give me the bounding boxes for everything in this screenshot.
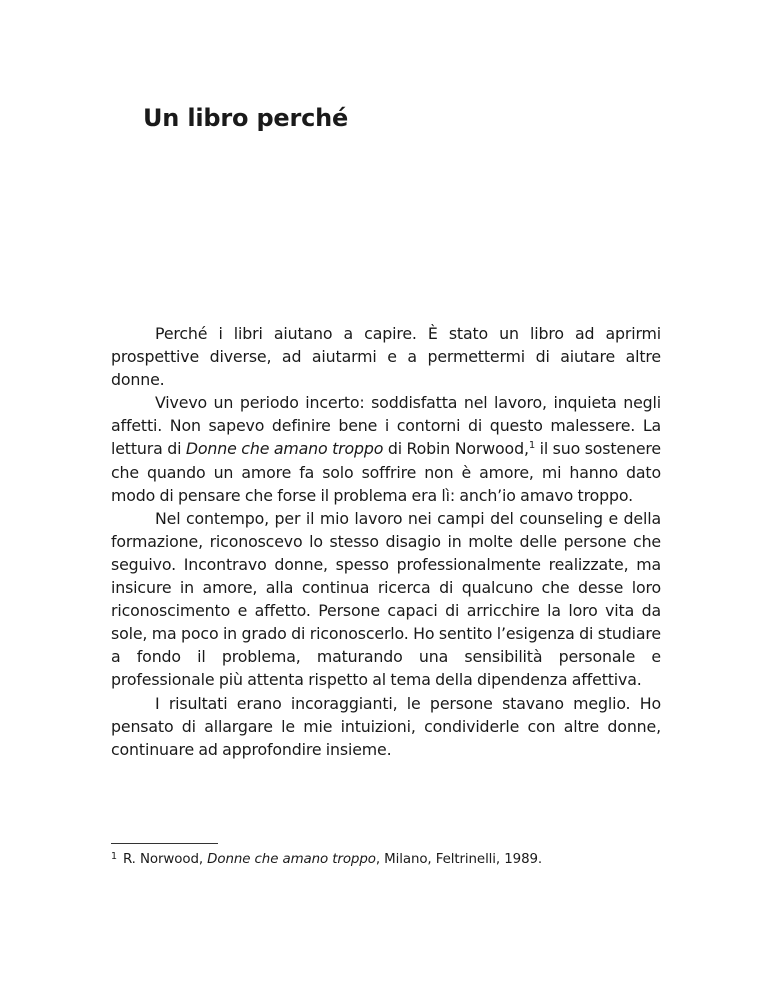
footnote-number: 1 [111, 851, 117, 862]
footnote-reference: 1 [528, 440, 536, 452]
footnote [111, 848, 542, 869]
paragraph-2-author: di Robin Norwood, [383, 439, 529, 459]
footnote-publication: , Milano, Feltrinelli, 1989. [375, 852, 543, 867]
paragraph-2-text-before: Vivevo un periodo incerto: soddisfatta nel lavoro, inquieta negli affetti. Non sapevo definire bene i contorni di questo malessere. La lettura di [111, 393, 661, 459]
footnote-divider [111, 843, 218, 844]
paragraph-1: Perché i libri aiutano a capire. È stato un libro ad aprirmi prospettive diverse, ad aiutarmi e a permettermi di aiutare altre donne. [111, 324, 661, 390]
footnote-author: R. Norwood, [122, 852, 208, 867]
footnote-text [123, 852, 542, 867]
chapter-title: Un libro perché [143, 104, 349, 132]
paragraph-2 [111, 391, 661, 506]
paragraph-2-text-after: il suo sostenere che quando un amore fa solo soffrire non è amore, mi hanno dato modo di pensare che forse il problema era lì: anch’io amavo troppo. [111, 439, 661, 505]
book-title-inline: Donne che amano troppo [185, 439, 384, 459]
footnote-book-title: Donne che amano troppo [207, 852, 376, 867]
paragraph-4: I risultati erano incoraggianti, le persone stavano meglio. Ho pensato di allargare le mie intuizioni, condividerle con altre donne, continuare ad approfondire insieme. [111, 693, 661, 759]
paragraph-3: Nel contempo, per il mio lavoro nei campi del counseling e della formazione, riconoscevo lo stesso disagio in molte delle persone che seguivo. Incontravo donne, spesso professionalmente realizzate, ma insicure in amore, alla continua ricerca di qualcuno che desse loro riconoscimento e affetto. Persone capaci di arricchire la loro vita da sole, ma poco in grado di riconoscerlo. Ho sentito l’esigenza di studiare a fondo il problema, maturando una sensibilità personale e professionale più attenta rispetto al tema della dipendenza affettiva. [111, 508, 661, 690]
body-text [111, 322, 661, 761]
